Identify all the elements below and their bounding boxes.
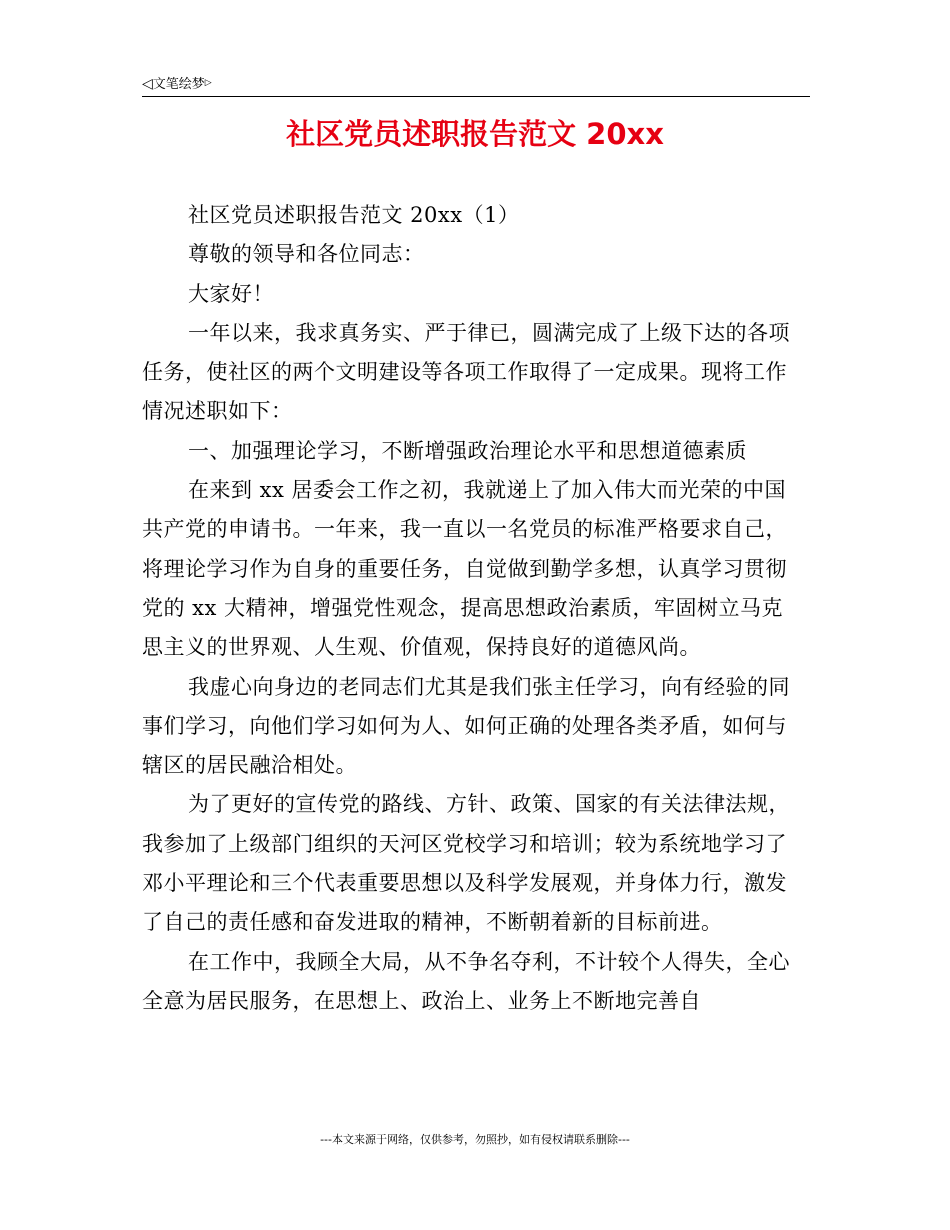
- paragraph-body: 在工作中，我顾全大局，从不争名夺利，不计较个人得失，全心全意为居民服务，在思想上、政治上、业务上不断地完善自: [142, 949, 790, 1013]
- paragraph-body: 在来到 xx 居委会工作之初，我就递上了加入伟大而光荣的中国共产党的申请书。一年来，我一直以一名党员的标准严格要求自己，将理论学习作为自身的重要任务，自觉做到勤学多想，认真学习贯彻党的 xx 大精神，增强党性观念，提高思想政治素质，牢固树立马克思主义的世界观、人生观、价值观，保持良好的道德风尚。: [142, 478, 787, 660]
- page-header: [142, 74, 810, 97]
- paragraph-intro: 一年以来，我求真务实、严于律已，圆满完成了上级下达的各项任务，使社区的两个文明建设等各项工作取得了一定成果。现将工作情况述职如下：: [142, 320, 790, 424]
- section-heading: 一、加强理论学习，不断增强政治理论水平和思想道德素质: [188, 438, 747, 463]
- paragraph-body: 为了更好的宣传党的路线、方针、政策、国家的有关法律法规，我参加了上级部门组织的天河区党校学习和培训；较为系统地学习了邓小平理论和三个代表重要思想以及科学发展观，并身体力行，激发了自己的责任感和奋发进取的精神，不断朝着新的目标前进。: [142, 792, 790, 935]
- paragraph-body: 我虚心向身边的老同志们尤其是我们张主任学习，向有经验的同事们学习，向他们学习如何为人、如何正确的处理各类矛盾，如何与辖区的居民融洽相处。: [142, 674, 790, 778]
- paragraph-salutation: 尊敬的领导和各位同志：: [188, 242, 425, 267]
- brand-name: 文笔绘梦: [152, 77, 205, 92]
- document-body: [142, 196, 802, 1021]
- header-brand: [142, 74, 212, 94]
- triangle-left-icon: ◁: [142, 76, 153, 92]
- paragraph-subtitle: 社区党员述职报告范文 20xx（1）: [188, 203, 520, 227]
- page-footer: ---本文来源于网络，仅供参考，勿照抄，如有侵权请联系删除---: [320, 1133, 630, 1146]
- triangle-right-icon: ▷: [204, 78, 212, 88]
- paragraph-greeting: 大家好！: [188, 281, 274, 306]
- document-title: 社区党员述职报告范文 20xx: [286, 117, 664, 151]
